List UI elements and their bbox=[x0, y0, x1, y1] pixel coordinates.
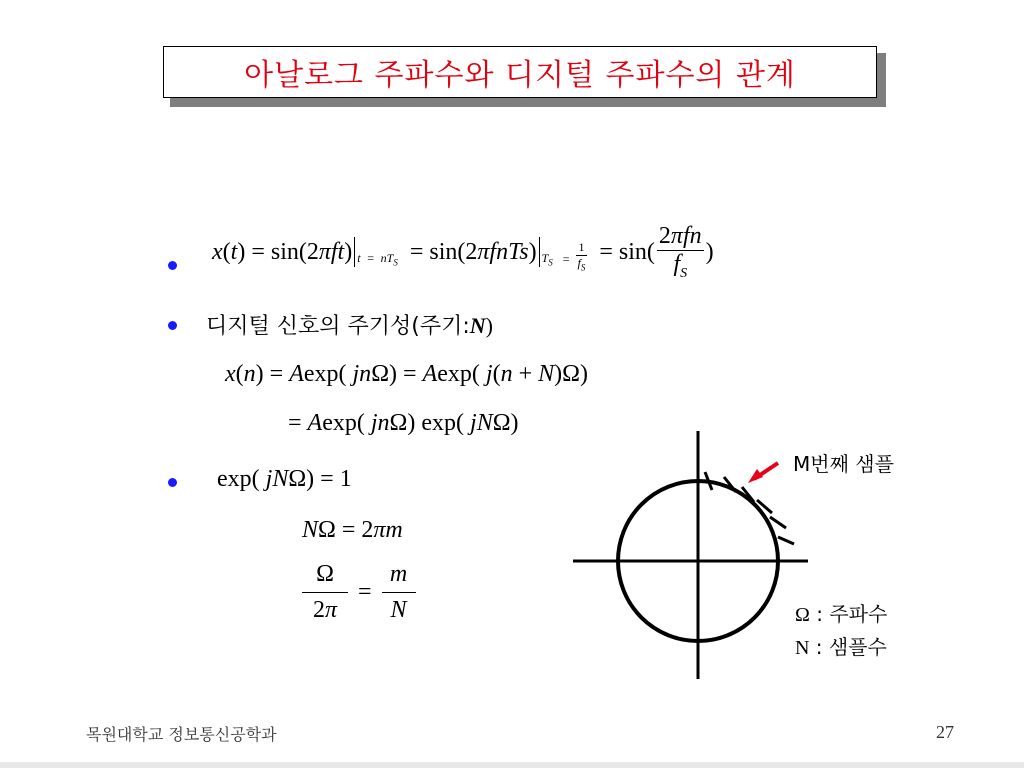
equation-periodicity-2: = Aexp( jnΩ) exp( jNΩ) bbox=[288, 410, 519, 436]
diagram-legend bbox=[795, 598, 887, 664]
m-sample-arrow-head bbox=[748, 469, 763, 483]
equation-ratio: $\frac{\Omega}{2\pi}$ = $\frac{m}{N}$ bbox=[302, 561, 416, 624]
sample-tick bbox=[778, 537, 794, 544]
legend-samples: N : 샘플수 bbox=[795, 635, 887, 659]
equation-sampling: x ( t ) = sin(2 πft ) $t = nT_S$ = sin(2 πfnTs ) $T_S$ = $\frac{1}{f_S}$ = sin( $\frac{\text{2πfn}}{f_S}$ ) bbox=[212, 222, 714, 281]
bullet-1 bbox=[168, 261, 177, 270]
sample-tick bbox=[770, 517, 786, 528]
page-number: 27 bbox=[936, 722, 954, 742]
bullet-2-text: 디지털 신호의 주기성(주기:N) bbox=[206, 313, 493, 339]
m-sample-label: M번째 샘플 bbox=[793, 452, 894, 476]
bullet-2 bbox=[168, 321, 177, 330]
slide-title: 아날로그 주파수와 디지털 주파수의 관계 bbox=[244, 58, 796, 93]
unit-circle-diagram bbox=[560, 425, 820, 685]
bullet-3 bbox=[168, 478, 177, 487]
equation-condition: exp( jNΩ) = 1 bbox=[217, 466, 352, 492]
equation-n-omega: NΩ = 2πm bbox=[302, 517, 403, 543]
bottom-strip bbox=[0, 762, 1024, 768]
equation-periodicity-1: x(n) = Aexp( jnΩ) = Aexp( j(n + N)Ω) bbox=[225, 361, 588, 387]
title-box bbox=[163, 46, 877, 98]
footer-institution: 목원대학교 정보통신공학과 bbox=[86, 725, 277, 744]
legend-frequency: Ω : 주파수 bbox=[795, 602, 888, 626]
